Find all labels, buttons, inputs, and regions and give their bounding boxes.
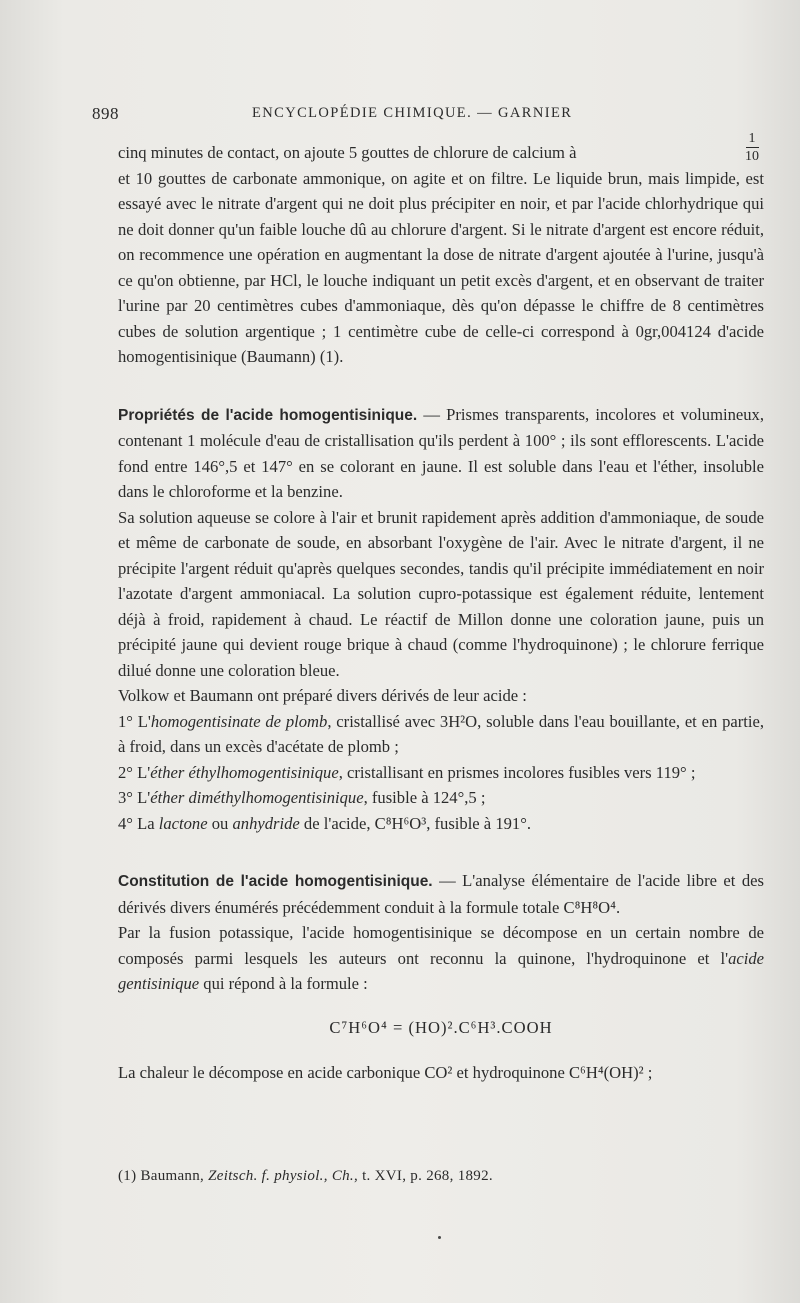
list-item-text: , fusible à 124°,5 ;	[363, 788, 486, 807]
list-item-prefix: 1° L'	[118, 711, 151, 731]
section-heading: Constitution de l'acide homogentisinique.	[118, 873, 433, 890]
page-number: 898	[92, 104, 119, 123]
list-item-prefix: 4° La	[118, 813, 159, 833]
paragraph: La chaleur le décompose en acide carbonique CO² et hydroquinone C⁶H⁴(OH)² ;	[118, 1063, 653, 1082]
list-item-term: anhydride	[232, 813, 300, 833]
list-item	[118, 785, 764, 811]
footnote-journal: Zeitsch. f. physiol., Ch.	[208, 1168, 354, 1184]
paragraph-text: — Prismes transparents, incolores et volumineux, contenant 1 molécule d'eau de cristallisation qu'ils perdent à 100° ; ils sont efflorescents. L'acide fond entre 146°,5 et 147° en se colorant en jaune. Il est soluble dans l'eau et l'éther, insoluble dans le chloroforme et la benzine.	[118, 404, 764, 501]
chemical-formula: C⁷H⁶O⁴ = (HO)².C⁶H³.COOH	[329, 1017, 553, 1037]
footnote-reference: , t. XVI, p. 268, 1892.	[353, 1168, 493, 1184]
list-item-prefix: 2° L'	[118, 762, 151, 782]
section-heading: Propriétés de l'acide homogentisinique.	[118, 406, 418, 424]
running-title: ENCYCLOPÉDIE CHIMIQUE. — GARNIER	[252, 105, 573, 121]
paragraph-constitution	[118, 868, 764, 920]
paragraph-properties	[118, 402, 764, 505]
footnote	[118, 1168, 493, 1185]
list-item-text: de l'acide, C⁸H⁶O³, fusible à 191°.	[299, 813, 532, 833]
page-header	[92, 104, 742, 126]
paragraph-text: — L'analyse élémentaire de l'acide libre et des dérivés divers énumérés précédemment conduit à la formule totale C⁸H⁸O⁴.	[118, 871, 764, 917]
paragraph	[118, 920, 764, 997]
list-item	[118, 709, 764, 760]
fraction-denominator: 10	[745, 149, 759, 164]
list-item-term: lactone	[158, 813, 208, 833]
paragraph: et 10 gouttes de carbonate ammonique, on agite et on filtre. Le liquide brun, mais limpide, est essayé avec le nitrate d'argent qui ne doit plus précipiter en noir, et par l'acide chlorhydrique qui ne doit donner qu'un faible louche dû au chlorure d'argent. Si le nitrate d'argent est encore réduit, on recommence une opération en augmentant la dose de nitrate d'argent ajoutée à l'urine, jusqu'à ce qu'on obtienne, par HCl, le louche indiquant un petit excès d'argent, et en observant de traiter l'urine par 20 centimètres cubes d'ammoniaque, dès qu'on dépasse le chiffre de 8 centimètres cubes de solution argentique ; 1 centimètre cube de celle-ci correspond à 0gr,004124 d'acide homogentisinique (Baumann) (1).	[118, 168, 764, 366]
fraction	[740, 132, 764, 164]
list-item-text: ou	[207, 813, 233, 833]
list-item-term: éther diméthylhomogentisinique	[150, 788, 364, 807]
list-item-text: , cristallisé avec 3H²O, soluble dans l'eau bouillante, et en partie, à froid, dans un excès d'acétate de plomb ;	[118, 711, 764, 756]
paragraph-line	[118, 131, 764, 166]
list-item	[118, 760, 764, 786]
page-body	[118, 131, 764, 1086]
paragraph-term: acide gentisinique	[118, 948, 764, 993]
footnote-author: (1) Baumann,	[118, 1168, 209, 1184]
list-item-term: éther éthylhomogentisinique	[150, 762, 339, 782]
paragraph: Volkow et Baumann ont préparé divers dérivés de leur acide :	[118, 686, 527, 705]
list-item-prefix: 3° L'	[118, 788, 151, 807]
list-item	[118, 811, 764, 837]
paragraph-text: qui répond à la formule :	[199, 974, 368, 993]
list-item-term: homogentisinate de plomb	[150, 711, 328, 731]
fraction-numerator: 1	[746, 132, 759, 148]
paragraph: Sa solution aqueuse se colore à l'air et brunit rapidement après addition d'ammoniaque, de soude et même de carbonate de soude, en absorbant l'oxygène de l'air. Avec le nitrate d'argent, il ne précipite l'argent réduit qu'après quelques secondes, tandis qu'il précipite immédiatement en noir l'azotate d'argent ammoniacal. La solution cupro-potassique est également réduite, lentement déjà à froid, rapidement à chaud. Le réactif de Millon donne une coloration jaune, puis un précipité jaune qui devient rouge brique à chaud (comme l'hydroquinone) ; le chlorure ferrique dilué donne une coloration bleue.	[118, 507, 764, 680]
paragraph-text: Par la fusion potassique, l'acide homogentisinique se décompose en un certain nombre de composés parmi lesquels les auteurs ont reconnu la quinone, l'hydroquinone et l'	[118, 923, 764, 968]
list-item-text: , cristallisant en prismes incolores fusibles vers 119° ;	[338, 762, 696, 782]
paper-speck	[438, 1236, 441, 1239]
paragraph-text: cinq minutes de contact, on ajoute 5 gouttes de chlorure de calcium à	[118, 143, 577, 162]
